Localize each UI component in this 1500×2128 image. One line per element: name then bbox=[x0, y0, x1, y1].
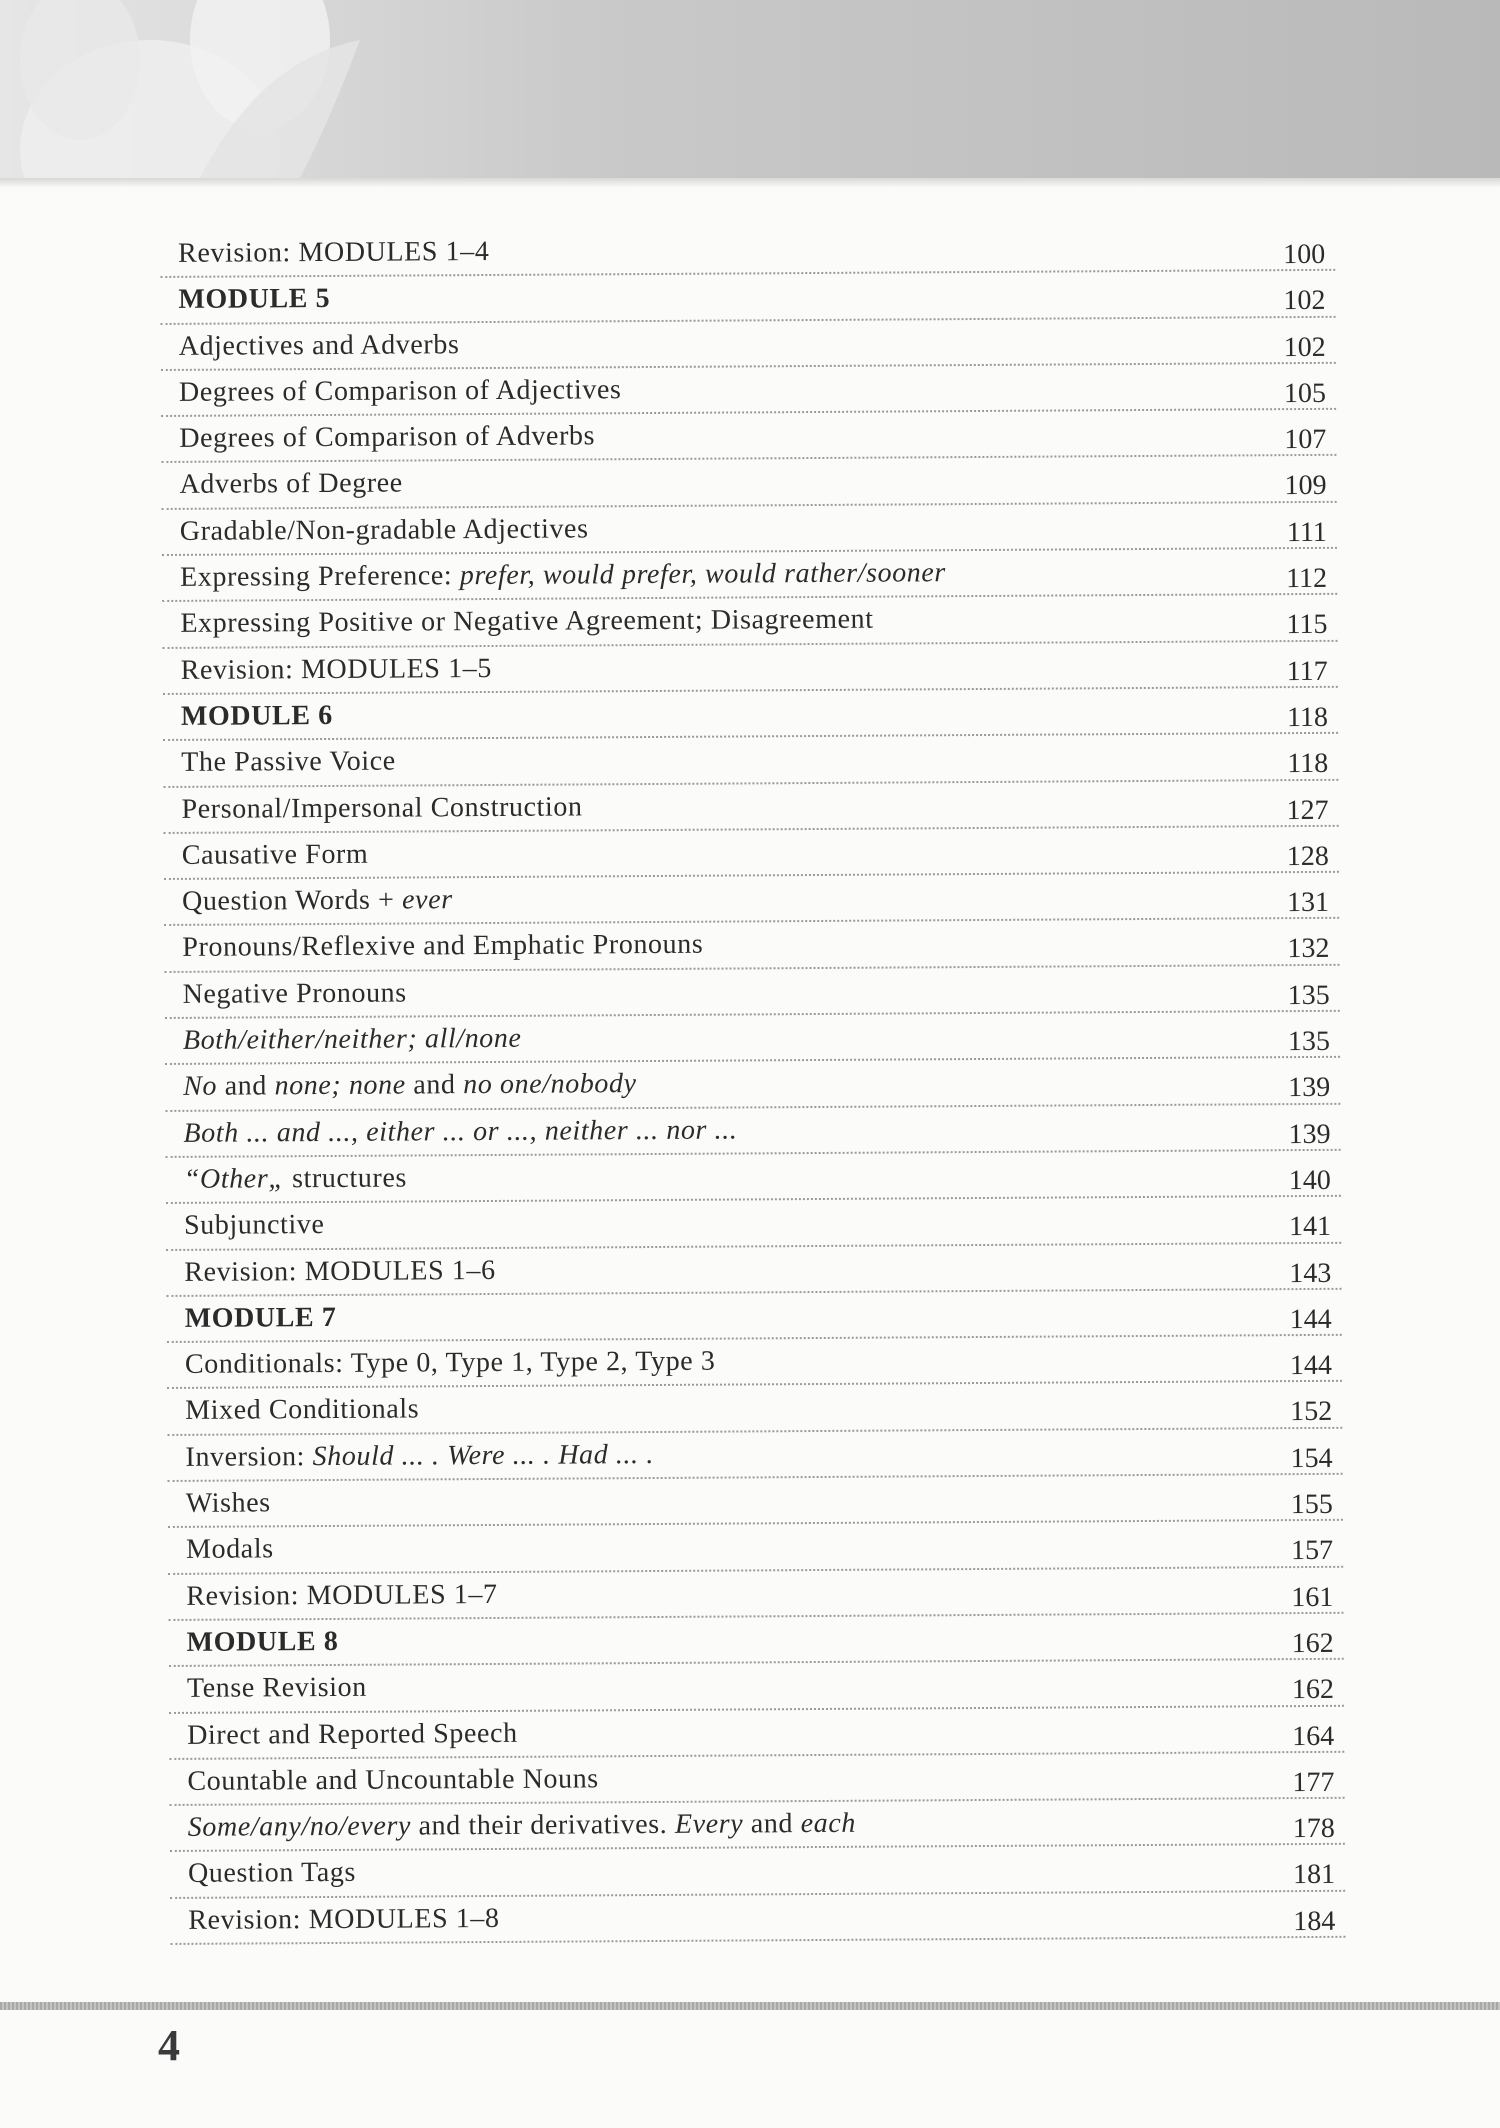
toc-row bbox=[163, 734, 1338, 787]
toc-row bbox=[162, 549, 1337, 602]
toc-title: Subjunctive bbox=[183, 1209, 325, 1242]
toc-title: Revision: MODULES 1–7 bbox=[186, 1578, 498, 1612]
toc-page: 139 bbox=[1288, 1118, 1331, 1150]
toc-title-italic: “Other„ bbox=[183, 1163, 285, 1195]
toc-page: 141 bbox=[1289, 1211, 1332, 1243]
header-edge bbox=[0, 178, 1500, 188]
toc-title-part: and bbox=[405, 1069, 464, 1101]
toc-title: Tense Revision bbox=[186, 1671, 367, 1705]
toc-title bbox=[188, 1808, 856, 1844]
toc-title bbox=[180, 557, 946, 594]
toc-row bbox=[160, 225, 1335, 278]
toc-page: 131 bbox=[1287, 887, 1330, 919]
toc-title-part: Inversion: bbox=[185, 1440, 313, 1473]
toc-title: Both/either/neither; all/none bbox=[182, 1022, 522, 1056]
toc-page: 100 bbox=[1283, 238, 1326, 271]
toc-title-part: and bbox=[743, 1808, 801, 1840]
toc-page: 152 bbox=[1290, 1396, 1333, 1428]
toc-page: 111 bbox=[1286, 516, 1327, 548]
toc-row bbox=[163, 780, 1338, 833]
toc-page: 157 bbox=[1290, 1535, 1334, 1567]
toc-row bbox=[168, 1475, 1343, 1528]
toc-title: Pronouns/Reflexive and Emphatic Pronouns bbox=[182, 929, 704, 964]
toc-title: MODULE 7 bbox=[184, 1301, 337, 1334]
toc-title: The Passive Voice bbox=[181, 745, 396, 779]
toc-page: 102 bbox=[1283, 285, 1326, 317]
toc-row bbox=[166, 1243, 1341, 1296]
footer-rule bbox=[0, 2002, 1500, 2010]
toc-title: Expressing Positive or Negative Agreement; Disagreement bbox=[180, 604, 874, 640]
toc-row bbox=[167, 1336, 1342, 1389]
toc-row bbox=[163, 641, 1338, 694]
toc-title: Direct and Reported Speech bbox=[187, 1717, 518, 1751]
toc-title: Personal/Impersonal Construction bbox=[181, 790, 583, 825]
toc-page: 181 bbox=[1292, 1859, 1336, 1891]
table-of-contents bbox=[160, 225, 1345, 1945]
toc-page: 144 bbox=[1289, 1349, 1333, 1382]
toc-page: 132 bbox=[1287, 933, 1330, 965]
toc-page: 140 bbox=[1288, 1164, 1331, 1197]
toc-page: 105 bbox=[1283, 377, 1327, 410]
toc-page: 144 bbox=[1289, 1303, 1332, 1335]
toc-row bbox=[170, 1891, 1345, 1944]
toc-title bbox=[185, 1439, 654, 1474]
toc-module-heading bbox=[167, 1290, 1342, 1343]
toc-page: 177 bbox=[1292, 1766, 1335, 1798]
toc-row bbox=[168, 1521, 1343, 1574]
toc-row bbox=[164, 919, 1339, 972]
toc-title-part: and their derivatives. bbox=[410, 1808, 676, 1842]
toc-title: Wishes bbox=[185, 1487, 271, 1519]
toc-page: 127 bbox=[1286, 794, 1329, 826]
toc-title-italic: Should ... . Were ... . Had ... . bbox=[312, 1438, 654, 1472]
toc-title: Adjectives and Adverbs bbox=[178, 328, 460, 362]
toc-title-italic: each bbox=[800, 1807, 857, 1840]
toc-title-italic: ever bbox=[401, 884, 453, 916]
header-band bbox=[0, 0, 1500, 178]
toc-title: Adverbs of Degree bbox=[179, 468, 403, 501]
flower-decoration bbox=[0, 0, 1500, 178]
toc-title: Revision: MODULES 1–8 bbox=[188, 1902, 500, 1936]
toc-row bbox=[164, 873, 1339, 926]
toc-title: Conditionals: Type 0, Type 1, Type 2, Type 3 bbox=[184, 1345, 716, 1380]
toc-page: 107 bbox=[1284, 424, 1327, 456]
toc-title: MODULE 8 bbox=[186, 1625, 339, 1658]
toc-title bbox=[182, 884, 453, 918]
toc-title-italic: prefer, would prefer, would rather/sooner bbox=[459, 557, 946, 592]
toc-row bbox=[161, 317, 1336, 370]
toc-row bbox=[170, 1799, 1345, 1852]
toc-row bbox=[165, 966, 1340, 1019]
toc-row bbox=[165, 1012, 1340, 1065]
toc-title: Degrees of Comparison of Adverbs bbox=[179, 420, 596, 455]
toc-title-part: Expressing Preference: bbox=[180, 560, 460, 593]
toc-title-part: Question Words + bbox=[181, 884, 403, 918]
toc-title bbox=[183, 1068, 637, 1103]
toc-page: 161 bbox=[1291, 1581, 1334, 1613]
toc-row bbox=[166, 1151, 1341, 1204]
toc-page: 118 bbox=[1286, 701, 1329, 734]
toc-row bbox=[166, 1197, 1341, 1250]
toc-page: 135 bbox=[1287, 979, 1330, 1011]
toc-row bbox=[161, 364, 1336, 417]
toc-row bbox=[167, 1429, 1342, 1482]
toc-title-italic: no one/nobody bbox=[463, 1068, 637, 1101]
toc-title: MODULE 6 bbox=[180, 699, 333, 732]
toc-row bbox=[165, 1058, 1340, 1111]
toc-row bbox=[168, 1567, 1343, 1620]
toc-row bbox=[169, 1706, 1344, 1759]
toc-row bbox=[170, 1845, 1345, 1898]
toc-page: 178 bbox=[1292, 1812, 1335, 1845]
toc-page: 128 bbox=[1286, 840, 1329, 872]
toc-title-italic: Every bbox=[674, 1808, 744, 1840]
toc-row bbox=[169, 1660, 1344, 1713]
toc-title: Both ... and ..., either ... or ..., neither ... nor ... bbox=[183, 1114, 738, 1149]
toc-row bbox=[161, 456, 1336, 509]
toc-title-part: structures bbox=[284, 1162, 408, 1195]
toc-page: 117 bbox=[1286, 655, 1328, 687]
toc-page: 118 bbox=[1287, 748, 1329, 780]
toc-page: 162 bbox=[1291, 1674, 1335, 1706]
toc-page: 135 bbox=[1287, 1025, 1331, 1058]
toc-page: 155 bbox=[1290, 1488, 1333, 1521]
toc-title: Revision: MODULES 1–5 bbox=[180, 652, 493, 686]
toc-title: MODULE 5 bbox=[178, 283, 331, 316]
toc-row bbox=[169, 1753, 1344, 1806]
toc-page: 139 bbox=[1288, 1072, 1331, 1104]
toc-title bbox=[184, 1162, 407, 1195]
toc-page: 184 bbox=[1293, 1905, 1336, 1937]
toc-title: Degrees of Comparison of Adjectives bbox=[178, 374, 622, 408]
toc-title-italic: Some/any/no/every bbox=[187, 1810, 412, 1843]
toc-title-italic: none; none bbox=[274, 1069, 406, 1102]
toc-row bbox=[162, 595, 1337, 648]
toc-page: 143 bbox=[1289, 1257, 1332, 1289]
toc-title: Revision: MODULES 1–6 bbox=[184, 1254, 496, 1288]
toc-row bbox=[164, 827, 1339, 880]
toc-title-part: and bbox=[217, 1070, 275, 1103]
toc-row bbox=[167, 1382, 1342, 1435]
toc-title: Question Tags bbox=[187, 1857, 356, 1890]
toc-title: Negative Pronouns bbox=[182, 977, 407, 1010]
toc-title: Causative Form bbox=[181, 838, 369, 871]
toc-module-heading bbox=[160, 271, 1335, 324]
toc-row bbox=[161, 410, 1336, 463]
toc-page: 112 bbox=[1286, 562, 1328, 595]
toc-page: 164 bbox=[1292, 1720, 1335, 1752]
toc-row bbox=[162, 503, 1337, 556]
toc-module-heading bbox=[168, 1614, 1343, 1667]
toc-page: 154 bbox=[1290, 1442, 1333, 1474]
page-number: 4 bbox=[158, 2021, 180, 2070]
toc-page: 115 bbox=[1286, 609, 1328, 641]
toc-title: Revision: MODULES 1–4 bbox=[178, 235, 490, 269]
toc-title: Gradable/Non-gradable Adjectives bbox=[179, 513, 589, 547]
toc-title-italic: No bbox=[183, 1071, 218, 1103]
toc-row bbox=[165, 1104, 1340, 1157]
toc-page: 162 bbox=[1291, 1627, 1334, 1660]
toc-title: Mixed Conditionals bbox=[185, 1393, 420, 1427]
toc-title: Countable and Uncountable Nouns bbox=[187, 1763, 599, 1797]
toc-module-heading bbox=[163, 688, 1338, 741]
toc-page: 109 bbox=[1284, 470, 1327, 502]
toc-page: 102 bbox=[1283, 331, 1326, 363]
toc-title: Modals bbox=[185, 1533, 274, 1566]
